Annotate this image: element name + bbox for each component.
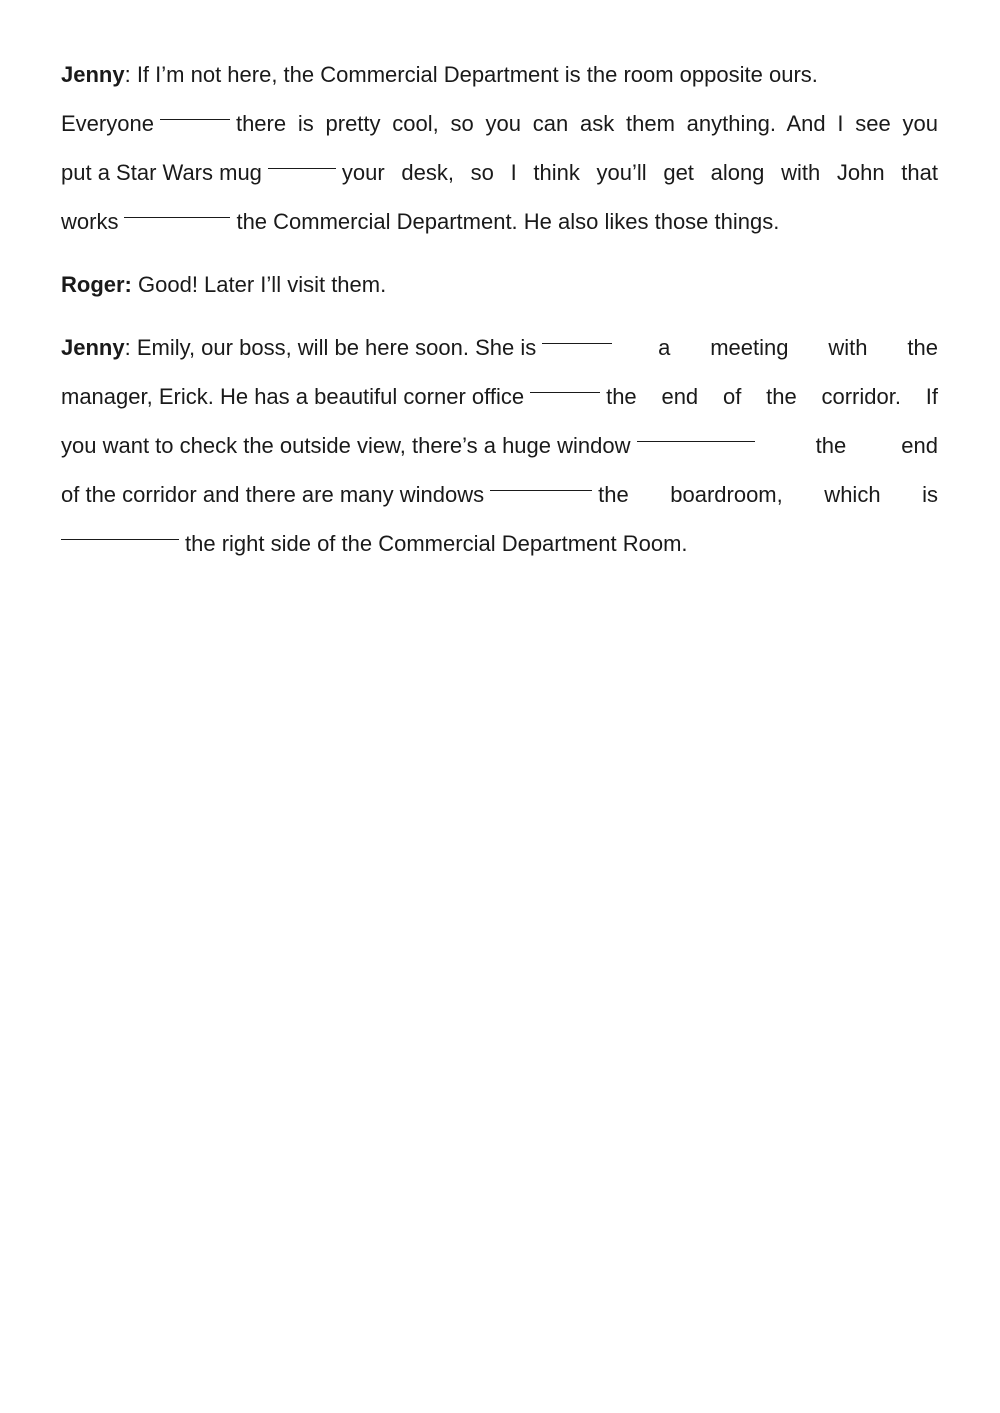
dialogue-text: the [815, 433, 847, 458]
text-line [61, 260, 938, 309]
dialogue-text: works [61, 209, 119, 234]
blank-answer-field[interactable] [637, 421, 755, 442]
speaker-name: Roger: [61, 272, 132, 297]
dialogue-text: put a Star Wars mug [61, 160, 262, 185]
dialogue-text: the right side of the Commercial Department Room. [185, 531, 688, 556]
text-line [61, 470, 938, 519]
dialogue-text: the [907, 335, 938, 360]
blank-answer-field[interactable] [160, 99, 230, 120]
dialogue-text: Good! Later I’ll visit them. [131, 272, 387, 297]
worksheet-page [61, 50, 938, 582]
dialogue-text: your desk, so I think you’ll get along with John that [341, 160, 938, 185]
line-text [61, 50, 818, 99]
speaker-name: Jenny [61, 335, 125, 360]
dialogue-text: : If I’m not here, the Commercial Department is the room opposite ours. [124, 62, 818, 87]
text-line [61, 197, 938, 246]
dialogue-text: with [828, 335, 868, 360]
dialogue-text: of the corridor and there are many windows [61, 482, 485, 507]
blank-answer-field[interactable] [542, 323, 612, 344]
blank-answer-field[interactable] [268, 148, 336, 169]
blank-answer-field[interactable] [530, 372, 600, 393]
dialogue-text: the boardroom, which is [598, 482, 938, 507]
blank-answer-field[interactable] [124, 197, 230, 218]
text-line [61, 50, 938, 99]
dialogue-roger [61, 260, 938, 309]
text-line [61, 421, 938, 470]
dialogue-text: the end of the corridor. If [606, 384, 938, 409]
dialogue-text: a [658, 335, 671, 360]
text-line [61, 148, 938, 197]
speaker-name: Jenny [61, 62, 125, 87]
line-text [61, 323, 618, 372]
dialogue-text: : Emily, our boss, will be here soon. She is [124, 335, 537, 360]
dialogue-text: meeting [710, 335, 789, 360]
text-line [61, 519, 938, 568]
dialogue-text: Everyone [61, 111, 154, 136]
dialogue-text: end [901, 433, 938, 458]
dialogue-jenny-1 [61, 50, 938, 246]
text-line [61, 372, 938, 421]
blank-answer-field[interactable] [490, 470, 592, 491]
line-text [61, 421, 761, 470]
text-line [61, 99, 938, 148]
dialogue-text: the Commercial Department. He also likes those things. [236, 209, 780, 234]
text-line [61, 323, 938, 372]
dialogue-text: you want to check the outside view, there’s a huge window [61, 433, 631, 458]
blank-answer-field[interactable] [61, 519, 179, 540]
dialogue-jenny-2 [61, 323, 938, 568]
dialogue-text: manager, Erick. He has a beautiful corner office [61, 384, 525, 409]
dialogue-text: there is pretty cool, so you can ask them anything. And I see you [235, 111, 938, 136]
